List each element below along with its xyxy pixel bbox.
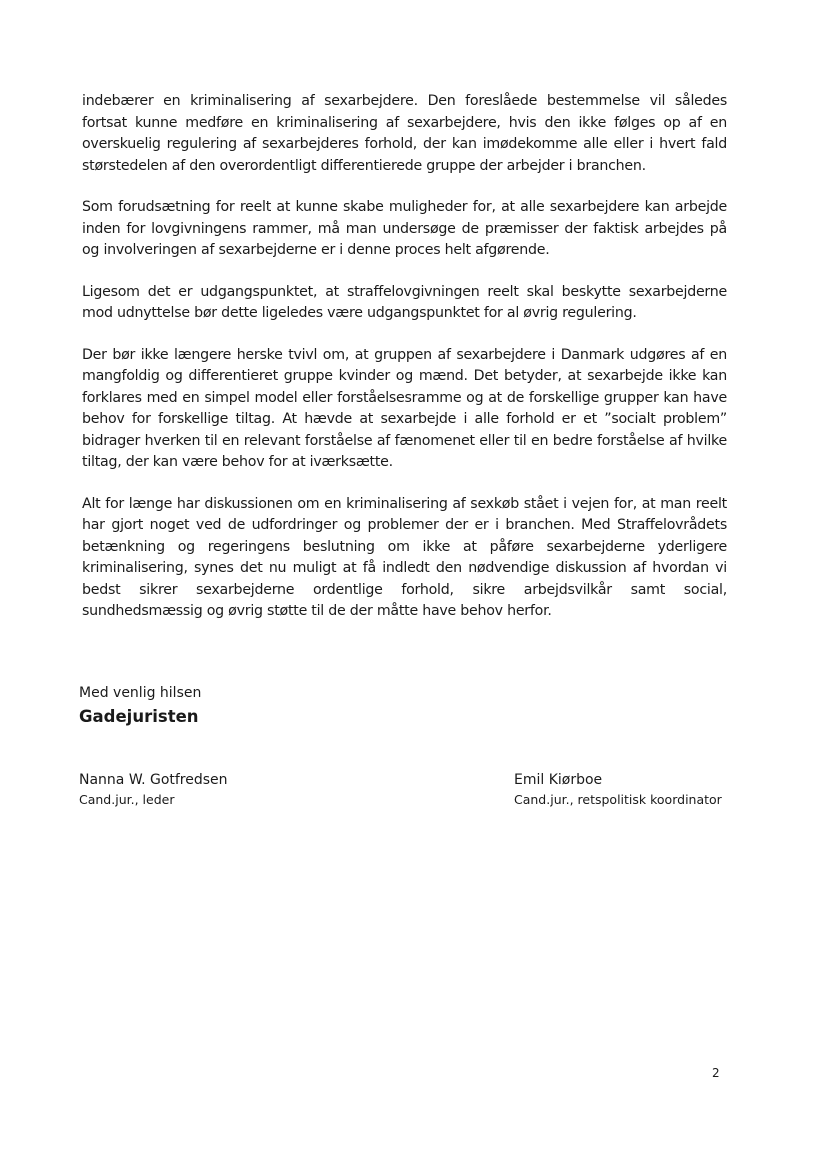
signer-name: Emil Kiørboe bbox=[514, 772, 603, 788]
signer-right bbox=[514, 770, 722, 809]
signer-left bbox=[79, 770, 228, 809]
closing-greeting: Med venlig hilsen bbox=[79, 685, 202, 701]
paragraph-4: Der bør ikke længere herske tvivl om, at gruppen af sexarbejdere i Danmark udgøres af en mangfoldig og differentieret gruppe kvinder og mænd. Det betyder, at sexarbejde ikke kan forklares med en simpel model eller forståelsesramme og at de forskellige grupper kan have behov for forskellige tiltag. At hævde at sexarbejde i alle forhold er et ”socialt problem” bidrager hverken til en relevant forståelse af fænomenet eller til en bedre forståelse af hvilke tiltag, der kan være behov for at iværksætte. bbox=[82, 346, 727, 470]
signer-title: Cand.jur., leder bbox=[79, 792, 175, 807]
paragraph-3: Ligesom det er udgangspunktet, at straffelovgivningen reelt skal beskytte sexarbejderne mod udnyttelse bør dette ligeledes være udgangspunktet for al øvrig regulering. bbox=[82, 283, 727, 321]
paragraph-5: Alt for længe har diskussionen om en kriminalisering af sexkøb stået i vejen for, at man reelt har gjort noget ved de udfordringer og problemer der er i branchen. Med Straffelovrådets betænkning og regeringens beslutning om ikke at påføre sexarbejderne yderligere kriminalisering, synes det nu muligt at få indledt den nødvendige diskussion af hvordan vi bedst sikrer sexarbejderne ordentlige forhold, sikre arbejdsvilkår samt social, sundhedsmæssig og øvrig støtte til de der måtte have behov herfor. bbox=[82, 495, 727, 619]
organization-name: Gadejuristen bbox=[79, 707, 199, 726]
paragraph-1: indebærer en kriminalisering af sexarbejdere. Den foreslåede bestemmelse vil således fortsat kunne medføre en kriminalisering af sexarbejdere, hvis den ikke følges op af en overskuelig regulering af sexarbejderes forhold, der kan imødekomme alle eller i hvert fald størstedelen af den overordentligt differentierede gruppe der arbejder i branchen. bbox=[82, 93, 727, 174]
closing-block bbox=[79, 683, 201, 729]
paragraph-2: Som forudsætning for reelt at kunne skabe muligheder for, at alle sexarbejdere kan arbejde inden for lovgivningens rammer, må man undersøge de præmisser der faktisk arbejdes på og involveringen af sexarbejderne er i denne proces helt afgørende. bbox=[82, 199, 727, 258]
signer-name: Nanna W. Gotfredsen bbox=[79, 772, 228, 788]
letter-body bbox=[82, 91, 727, 643]
page-number: 2 bbox=[712, 1066, 720, 1080]
signer-title: Cand.jur., retspolitisk koordinator bbox=[514, 792, 722, 807]
